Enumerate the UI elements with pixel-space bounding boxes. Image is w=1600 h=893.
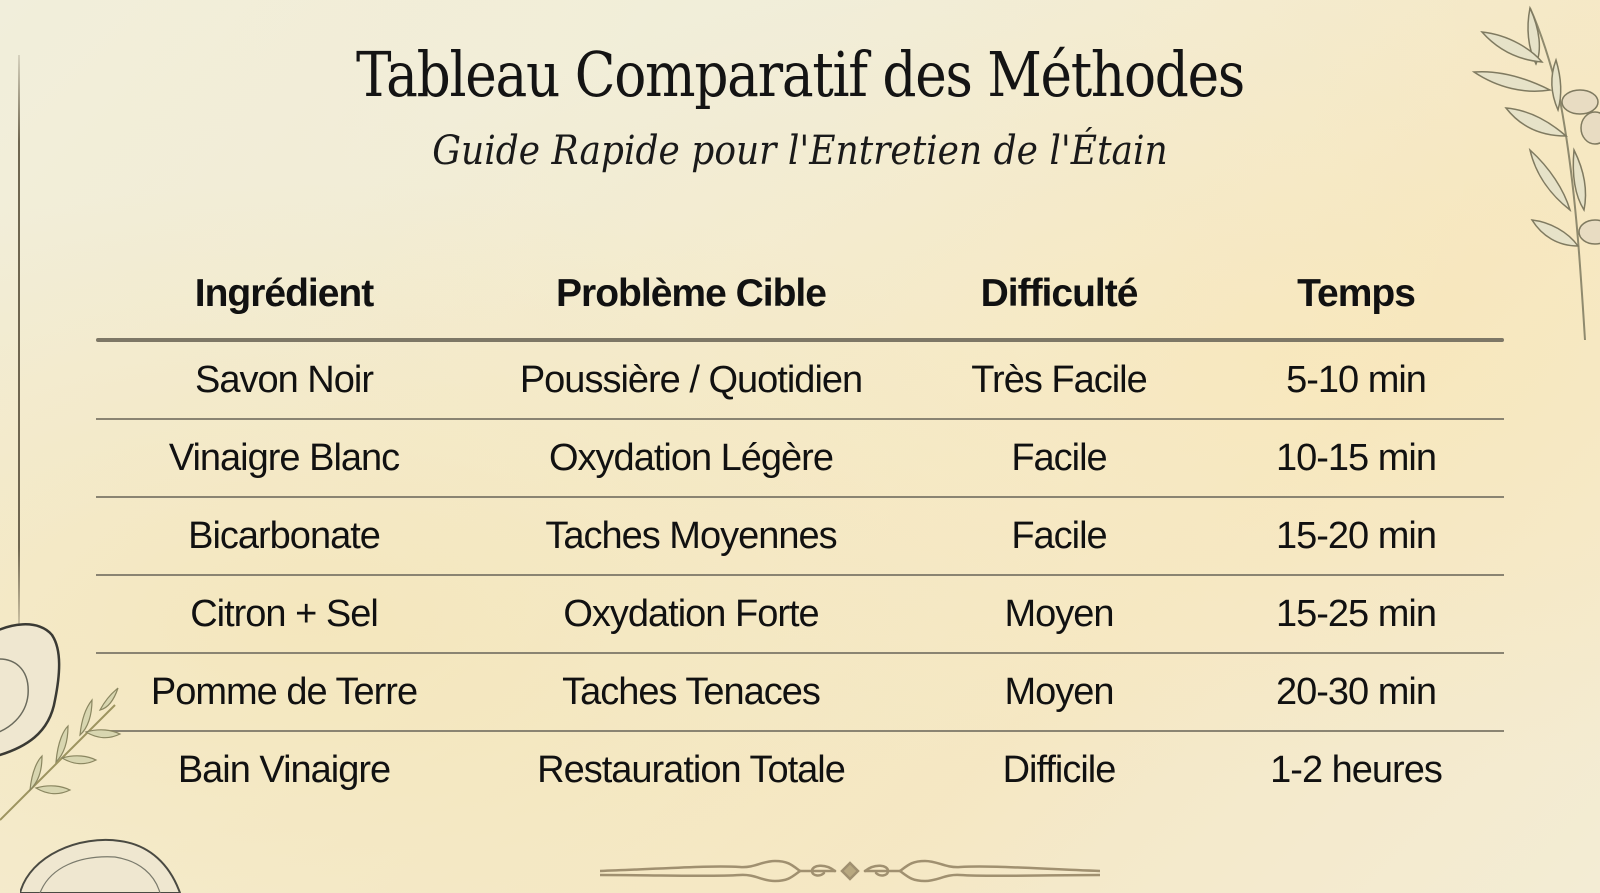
column-header-problem: Problème Cible xyxy=(556,272,826,315)
cell-problem: Oxydation Légère xyxy=(549,436,833,479)
table-row xyxy=(96,418,1504,496)
cell-difficulty: Difficile xyxy=(1002,748,1116,791)
olive-branch-icon xyxy=(1470,0,1600,340)
cell-ingredient: Bain Vinaigre xyxy=(177,748,391,791)
cell-ingredient: Bicarbonate xyxy=(188,514,380,557)
table-row xyxy=(96,342,1504,418)
table-header-row xyxy=(96,250,1504,338)
page-subtitle: Guide Rapide pour l'Entretien de l'Étain xyxy=(432,128,1168,174)
cell-difficulty: Moyen xyxy=(1004,592,1114,635)
cell-time: 20-30 min xyxy=(1276,670,1436,713)
cell-ingredient: Savon Noir xyxy=(195,358,373,401)
cell-ingredient: Pomme de Terre xyxy=(150,670,418,713)
cell-difficulty: Moyen xyxy=(1004,670,1114,713)
column-header-difficulty: Difficulté xyxy=(980,272,1138,315)
cell-time: 5-10 min xyxy=(1286,358,1426,401)
cell-problem: Restauration Totale xyxy=(537,748,845,791)
cell-difficulty: Facile xyxy=(1011,436,1107,479)
column-header-time: Temps xyxy=(1297,272,1415,315)
table-row xyxy=(96,730,1504,808)
column-header-ingredient: Ingrédient xyxy=(194,272,374,315)
pewter-dish-icon xyxy=(20,835,200,893)
table-row xyxy=(96,652,1504,730)
scroll-ornament-icon xyxy=(600,855,1100,885)
cell-problem: Taches Tenaces xyxy=(562,670,820,713)
cell-time: 10-15 min xyxy=(1276,436,1436,479)
cell-problem: Oxydation Forte xyxy=(563,592,819,635)
cell-problem: Poussière / Quotidien xyxy=(519,358,863,401)
cell-difficulty: Facile xyxy=(1011,514,1107,557)
cell-ingredient: Vinaigre Blanc xyxy=(168,436,400,479)
cell-difficulty: Très Facile xyxy=(971,358,1147,401)
cell-time: 1-2 heures xyxy=(1270,748,1442,791)
page-title: Tableau Comparatif des Méthodes xyxy=(356,38,1244,111)
cell-time: 15-25 min xyxy=(1276,592,1436,635)
cell-problem: Taches Moyennes xyxy=(545,514,837,557)
table-row xyxy=(96,496,1504,574)
cell-ingredient: Citron + Sel xyxy=(190,592,378,635)
comparison-table xyxy=(96,250,1504,808)
cell-time: 15-20 min xyxy=(1276,514,1436,557)
table-row xyxy=(96,574,1504,652)
left-border-rule xyxy=(18,55,20,635)
